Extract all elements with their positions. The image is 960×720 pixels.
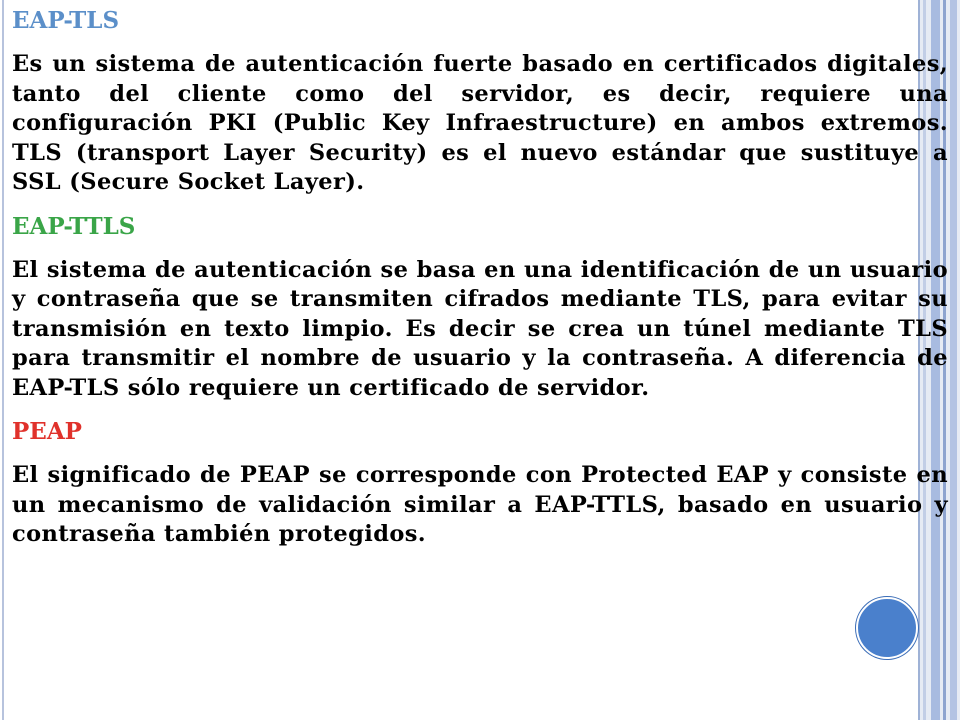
paragraph-peap: El significado de PEAP se corresponde con Protected EAP y consiste en un mecanismo de validación similar a EAP-TTLS, basado en usuario y contraseña también protegidos. <box>12 462 948 547</box>
paragraph-eap-tls: Es un sistema de autenticación fuerte basado en certificados digitales, tanto del cliente como del servidor, es decir, requiere una configuración PKI (Public Key Infraestructure) en ambos extremos. TLS (transport Layer Security) es el nuevo estándar que sustituye a SSL (Secure Socket Layer). <box>12 51 948 195</box>
left-border-line <box>2 0 4 720</box>
heading-peap: PEAP <box>12 418 82 445</box>
slide-content <box>12 6 948 564</box>
heading-eap-tls: EAP-TLS <box>12 7 120 34</box>
heading-eap-ttls: EAP-TTLS <box>12 212 136 240</box>
decorative-circle <box>856 597 918 659</box>
paragraph-eap-ttls: El sistema de autenticación se basa en una identificación de un usuario y contraseña que se transmiten cifrados mediante TLS, para evitar su transmisión en texto limpio. Es decir se crea un túnel mediante TLS para transmitir el nombre de usuario y la contraseña. A diferencia de EAP-TLS sólo requiere un certificado de servidor. <box>12 256 948 401</box>
right-stripe <box>950 0 957 720</box>
